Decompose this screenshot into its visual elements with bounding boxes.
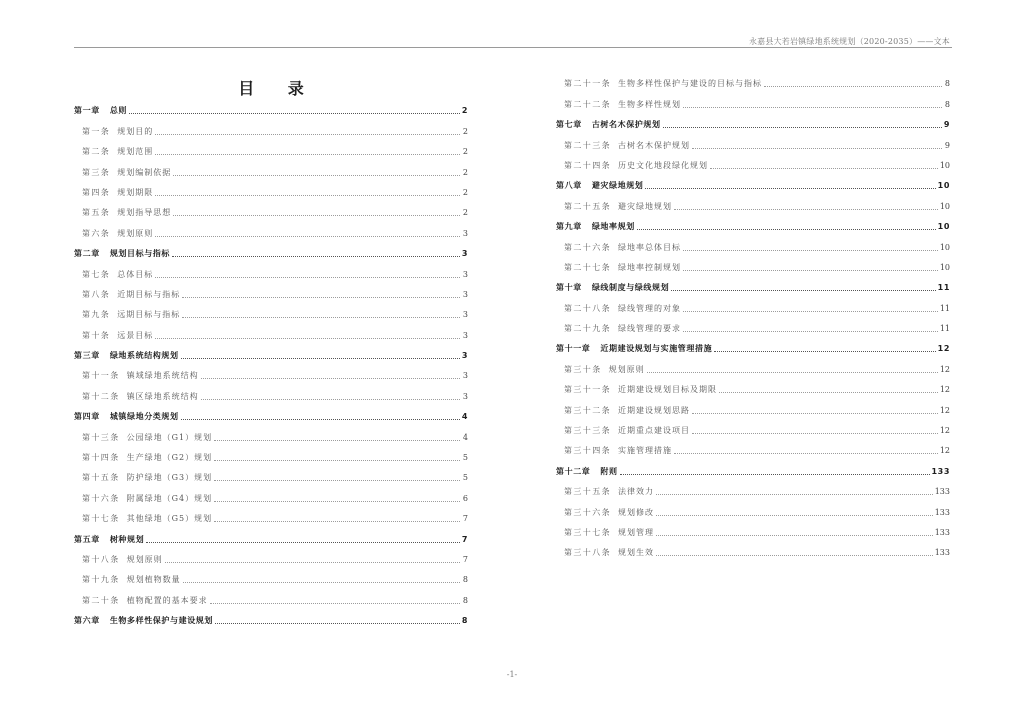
toc-chapter-entry[interactable] — [556, 277, 950, 297]
toc-entry-title: 规划范围 — [117, 147, 154, 157]
toc-entry-title: 避灾绿地规划 — [591, 181, 644, 191]
dot-leader — [647, 372, 938, 373]
toc-entry-page: 11 — [939, 303, 950, 313]
toc-entry-title: 实施管理措施 — [618, 446, 672, 456]
toc-article-entry[interactable] — [74, 487, 468, 507]
toc-article-entry[interactable] — [74, 120, 468, 140]
toc-entry-title: 公园绿地（G1）规划 — [126, 432, 213, 442]
toc-entry-number: 第七章 — [556, 120, 582, 130]
toc-entry-title: 规划目标与指标 — [109, 249, 171, 259]
dot-leader — [155, 338, 460, 339]
toc-entry-number: 第二条 — [82, 147, 111, 157]
toc-entry-page: 10 — [937, 181, 950, 191]
toc-entry-number: 第十一章 — [556, 344, 591, 354]
toc-entry-number: 第二十七条 — [564, 262, 611, 272]
dot-leader — [214, 460, 460, 461]
toc-entry-number: 第七条 — [82, 269, 111, 279]
toc-entry-title: 其他绿地（G5）规划 — [126, 514, 213, 524]
toc-entry-title: 近期建设规划目标及期限 — [618, 385, 717, 395]
toc-entry-title: 绿地率规划 — [591, 222, 635, 232]
dot-leader — [710, 168, 938, 169]
toc-entry-page: 8 — [462, 595, 468, 605]
dot-leader — [645, 188, 935, 189]
toc-entry-number: 第二十一条 — [564, 79, 611, 89]
toc-chapter-entry[interactable] — [556, 175, 950, 195]
dot-leader — [719, 392, 938, 393]
toc-entry-number: 第二十九条 — [564, 324, 611, 334]
toc-entry-number: 第三十五条 — [564, 487, 611, 497]
toc-entry-title: 近期目标与指标 — [117, 289, 181, 299]
dot-leader — [214, 480, 460, 481]
toc-entry-number: 第九章 — [556, 222, 582, 232]
toc-article-entry[interactable] — [74, 202, 468, 222]
toc-chapter-entry[interactable] — [556, 338, 950, 358]
dot-leader — [214, 521, 460, 522]
toc-entry-page: 4 — [461, 412, 468, 422]
toc-article-entry[interactable] — [556, 257, 950, 277]
dot-leader — [656, 494, 933, 495]
running-header: 永嘉县大若岩镇绿地系统规划（2020-2035）——文本 — [748, 37, 950, 46]
toc-entry-number: 第三十一条 — [564, 385, 611, 395]
toc-entry-page: 3 — [462, 228, 468, 238]
toc-entry-number: 第十二条 — [82, 391, 120, 401]
toc-entry-page: 2 — [462, 126, 468, 136]
dot-leader — [182, 297, 460, 298]
toc-entry-number: 第三十六条 — [564, 507, 611, 517]
toc-entry-page: 2 — [462, 147, 468, 157]
toc-entry-page: 8 — [462, 575, 468, 585]
toc-article-entry[interactable] — [74, 549, 468, 569]
toc-entry-page: 7 — [462, 554, 468, 564]
toc-article-entry[interactable] — [74, 365, 468, 385]
toc-entry-title: 绿地系统结构规划 — [109, 351, 179, 361]
toc-entry-page: 2 — [462, 208, 468, 218]
toc-entry-number: 第二十二条 — [564, 99, 611, 109]
toc-article-entry[interactable] — [74, 385, 468, 405]
toc-entry-title: 绿线管理的要求 — [618, 324, 681, 334]
dot-leader — [692, 148, 942, 149]
toc-entry-title: 镇区绿地系统结构 — [126, 391, 199, 401]
toc-entry-page: 3 — [462, 289, 468, 299]
toc-entry-page: 12 — [939, 405, 950, 415]
toc-entry-number: 第二十六条 — [564, 242, 611, 252]
toc-article-entry[interactable] — [74, 263, 468, 283]
toc-article-entry[interactable] — [556, 481, 950, 501]
dot-leader — [165, 562, 460, 563]
dot-leader — [182, 317, 460, 318]
toc-entry-page: 10 — [939, 201, 950, 211]
toc-article-entry[interactable] — [74, 508, 468, 528]
toc-title: 目 录 — [238, 79, 318, 98]
toc-entry-number: 第十条 — [82, 330, 111, 340]
toc-entry-number: 第二十五条 — [564, 201, 611, 211]
toc-entry-page: 133 — [934, 487, 950, 497]
toc-entry-number: 第十一条 — [82, 371, 120, 381]
toc-chapter-entry[interactable] — [74, 528, 468, 548]
toc-entry-number: 第十七条 — [82, 514, 120, 524]
toc-entry-title: 防护绿地（G3）规划 — [126, 473, 213, 483]
toc-entry-page: 3 — [462, 269, 468, 279]
toc-chapter-entry[interactable] — [74, 100, 468, 120]
toc-entry-title: 法律效力 — [618, 487, 654, 497]
toc-article-entry[interactable] — [556, 420, 950, 440]
toc-article-entry[interactable] — [556, 379, 950, 399]
toc-entry-page: 2 — [462, 167, 468, 177]
toc-entry-number: 第三条 — [82, 167, 111, 177]
toc-article-entry[interactable] — [74, 161, 468, 181]
toc-entry-title: 近期重点建设项目 — [618, 426, 690, 436]
dot-leader — [214, 440, 460, 441]
dot-leader — [656, 535, 933, 536]
toc-entry-title: 古树名木保护规划 — [618, 140, 690, 150]
dot-leader — [155, 195, 460, 196]
dot-leader — [683, 250, 938, 251]
toc-entry-page: 8 — [944, 99, 950, 109]
toc-chapter-entry[interactable] — [74, 610, 468, 630]
dot-leader — [714, 351, 935, 352]
header-rule — [74, 47, 952, 48]
toc-entry-page: 12 — [939, 426, 950, 436]
toc-entry-title: 绿线管理的对象 — [618, 303, 681, 313]
toc-entry-title: 植物配置的基本要求 — [126, 595, 208, 605]
toc-left-column — [74, 100, 468, 630]
toc-entry-title: 生物多样性规划 — [618, 99, 681, 109]
toc-article-entry[interactable] — [74, 182, 468, 202]
dot-leader — [214, 501, 460, 502]
toc-entry-number: 第九条 — [82, 310, 111, 320]
toc-article-entry[interactable] — [556, 522, 950, 542]
toc-entry-page: 3 — [462, 310, 468, 320]
toc-chapter-entry[interactable] — [74, 406, 468, 426]
toc-entry-title: 附则 — [600, 466, 618, 476]
toc-entry-page: 2 — [461, 106, 468, 116]
toc-entry-title: 总体目标 — [117, 269, 154, 279]
toc-article-entry[interactable] — [556, 134, 950, 154]
toc-entry-number: 第六条 — [82, 228, 111, 238]
dot-leader — [674, 453, 938, 454]
toc-entry-title: 古树名木保护规划 — [591, 120, 661, 130]
dot-leader — [173, 215, 460, 216]
toc-entry-page: 6 — [462, 493, 468, 503]
toc-article-entry[interactable] — [556, 297, 950, 317]
dot-leader — [692, 433, 938, 434]
toc-entry-title: 城镇绿地分类规划 — [109, 412, 179, 422]
toc-entry-number: 第三十七条 — [564, 527, 611, 537]
toc-article-entry[interactable] — [556, 93, 950, 113]
toc-entry-title: 树种规划 — [109, 534, 145, 544]
toc-entry-title: 绿地率总体目标 — [618, 242, 681, 252]
toc-entry-page: 9 — [944, 140, 950, 150]
toc-entry-number: 第六章 — [74, 616, 100, 626]
toc-entry-page: 12 — [939, 385, 950, 395]
toc-entry-title: 规划原则 — [608, 364, 645, 374]
toc-entry-page: 11 — [939, 324, 950, 334]
dot-leader — [172, 256, 460, 257]
dot-leader — [692, 413, 938, 414]
toc-article-entry[interactable] — [74, 467, 468, 487]
toc-article-entry[interactable] — [74, 569, 468, 589]
toc-entry-page: 12 — [939, 446, 950, 456]
dot-leader — [674, 209, 938, 210]
toc-entry-number: 第三十条 — [564, 364, 602, 374]
toc-entry-page: 133 — [931, 466, 950, 476]
toc-entry-number: 第十二章 — [556, 466, 591, 476]
toc-entry-title: 规划编制依据 — [117, 167, 172, 177]
toc-entry-number: 第十三条 — [82, 432, 120, 442]
toc-entry-page: 11 — [937, 283, 950, 293]
toc-article-entry[interactable] — [74, 324, 468, 344]
toc-entry-page: 7 — [462, 514, 468, 524]
toc-entry-title: 近期建设规划思路 — [618, 405, 690, 415]
toc-entry-number: 第四章 — [74, 412, 100, 422]
dot-leader — [656, 555, 933, 556]
toc-entry-title: 规划目的 — [117, 126, 154, 136]
toc-entry-page: 3 — [461, 249, 468, 259]
dot-leader — [201, 378, 460, 379]
toc-entry-number: 第一条 — [82, 126, 111, 136]
toc-chapter-entry[interactable] — [74, 345, 468, 365]
dot-leader — [637, 229, 936, 230]
toc-entry-page: 9 — [943, 120, 950, 130]
toc-article-entry[interactable] — [556, 195, 950, 215]
toc-entry-number: 第五条 — [82, 208, 111, 218]
toc-entry-number: 第八条 — [82, 289, 111, 299]
toc-entry-title: 规划植物数量 — [126, 575, 181, 585]
toc-article-entry[interactable] — [74, 447, 468, 467]
dot-leader — [129, 113, 460, 114]
dot-leader — [210, 603, 460, 604]
toc-entry-page: 10 — [939, 242, 950, 252]
toc-article-entry[interactable] — [556, 542, 950, 562]
toc-entry-page: 8 — [944, 79, 950, 89]
toc-entry-number: 第三章 — [74, 351, 100, 361]
toc-entry-page: 133 — [934, 507, 950, 517]
dot-leader — [671, 290, 935, 291]
toc-right-column — [556, 73, 950, 562]
dot-leader — [683, 270, 938, 271]
page-number: -1- — [506, 670, 518, 679]
toc-entry-page: 5 — [462, 473, 468, 483]
toc-entry-title: 远期目标与指标 — [117, 310, 181, 320]
toc-article-entry[interactable] — [556, 155, 950, 175]
toc-entry-page: 10 — [937, 222, 950, 232]
toc-entry-title: 规划期限 — [117, 187, 154, 197]
dot-leader — [683, 107, 942, 108]
dot-leader — [215, 623, 460, 624]
toc-article-entry[interactable] — [74, 589, 468, 609]
toc-entry-page: 4 — [462, 432, 468, 442]
dot-leader — [155, 236, 460, 237]
toc-chapter-entry[interactable] — [556, 114, 950, 134]
toc-entry-title: 绿地率控制规划 — [618, 262, 681, 272]
toc-entry-number: 第十九条 — [82, 575, 120, 585]
toc-article-entry[interactable] — [556, 318, 950, 338]
dot-leader — [146, 542, 460, 543]
toc-entry-title: 绿线制度与绿线规划 — [591, 283, 670, 293]
toc-entry-number: 第二十四条 — [564, 160, 611, 170]
toc-entry-title: 生产绿地（G2）规划 — [126, 453, 213, 463]
dot-leader — [663, 127, 942, 128]
toc-entry-title: 总则 — [109, 106, 128, 116]
toc-entry-page: 7 — [461, 534, 468, 544]
toc-entry-number: 第十五条 — [82, 473, 120, 483]
toc-entry-page: 10 — [939, 160, 950, 170]
dot-leader — [201, 399, 460, 400]
toc-entry-number: 第三十八条 — [564, 548, 611, 558]
toc-article-entry[interactable] — [556, 358, 950, 378]
toc-chapter-entry[interactable] — [556, 216, 950, 236]
toc-entry-page: 133 — [934, 527, 950, 537]
toc-entry-number: 第四条 — [82, 187, 111, 197]
toc-entry-title: 附属绿地（G4）规划 — [126, 493, 213, 503]
toc-entry-title: 规划修改 — [618, 507, 654, 517]
toc-entry-page: 8 — [461, 616, 468, 626]
toc-entry-title: 规划指导思想 — [117, 208, 172, 218]
toc-entry-number: 第十六条 — [82, 493, 120, 503]
toc-article-entry[interactable] — [74, 426, 468, 446]
dot-leader — [183, 582, 460, 583]
toc-entry-number: 第一章 — [74, 106, 100, 116]
toc-entry-title: 规划生效 — [618, 548, 654, 558]
toc-entry-page: 12 — [939, 364, 950, 374]
dot-leader — [683, 331, 938, 332]
toc-article-entry[interactable] — [74, 284, 468, 304]
dot-leader — [683, 311, 938, 312]
toc-entry-page: 12 — [937, 344, 950, 354]
toc-article-entry[interactable] — [556, 236, 950, 256]
toc-entry-title: 生物多样性保护与建设规划 — [109, 616, 214, 626]
toc-article-entry[interactable] — [74, 304, 468, 324]
toc-entry-page: 3 — [461, 351, 468, 361]
toc-article-entry[interactable] — [556, 501, 950, 521]
toc-entry-title: 规划原则 — [117, 228, 154, 238]
toc-entry-number: 第五章 — [74, 534, 100, 544]
toc-entry-number: 第二十三条 — [564, 140, 611, 150]
toc-entry-number: 第三十二条 — [564, 405, 611, 415]
dot-leader — [155, 154, 460, 155]
toc-article-entry[interactable] — [556, 399, 950, 419]
dot-leader — [173, 175, 460, 176]
toc-entry-number: 第二十条 — [82, 595, 120, 605]
toc-entry-title: 历史文化地段绿化规划 — [618, 160, 708, 170]
toc-entry-number: 第三十三条 — [564, 426, 611, 436]
toc-article-entry[interactable] — [556, 440, 950, 460]
toc-entry-number: 第十章 — [556, 283, 582, 293]
toc-entry-number: 第十四条 — [82, 453, 120, 463]
toc-entry-number: 第八章 — [556, 181, 582, 191]
toc-entry-page: 133 — [934, 548, 950, 558]
toc-entry-title: 近期建设规划与实施管理措施 — [600, 344, 713, 354]
toc-entry-page: 3 — [462, 330, 468, 340]
toc-entry-title: 规划管理 — [618, 527, 654, 537]
toc-entry-number: 第二十八条 — [564, 303, 611, 313]
dot-leader — [620, 474, 930, 475]
dot-leader — [155, 277, 460, 278]
toc-entry-page: 2 — [462, 187, 468, 197]
toc-article-entry[interactable] — [74, 141, 468, 161]
toc-entry-title: 规划原则 — [126, 554, 163, 564]
toc-article-entry[interactable] — [556, 73, 950, 93]
toc-entry-number: 第二章 — [74, 249, 100, 259]
toc-entry-title: 避灾绿地规划 — [618, 201, 672, 211]
toc-entry-number: 第三十四条 — [564, 446, 611, 456]
toc-chapter-entry[interactable] — [556, 460, 950, 480]
toc-entry-title: 镇域绿地系统结构 — [126, 371, 199, 381]
toc-entry-page: 3 — [462, 391, 468, 401]
toc-entry-title: 生物多样性保护与建设的目标与指标 — [618, 79, 762, 89]
dot-leader — [656, 515, 933, 516]
toc-entry-page: 3 — [462, 371, 468, 381]
toc-entry-page: 10 — [939, 262, 950, 272]
toc-entry-page: 5 — [462, 453, 468, 463]
toc-entry-number: 第十八条 — [82, 554, 120, 564]
toc-chapter-entry[interactable] — [74, 243, 468, 263]
dot-leader — [181, 419, 460, 420]
toc-entry-title: 远景目标 — [117, 330, 154, 340]
dot-leader — [181, 358, 460, 359]
toc-article-entry[interactable] — [74, 222, 468, 242]
dot-leader — [764, 86, 942, 87]
dot-leader — [155, 134, 460, 135]
